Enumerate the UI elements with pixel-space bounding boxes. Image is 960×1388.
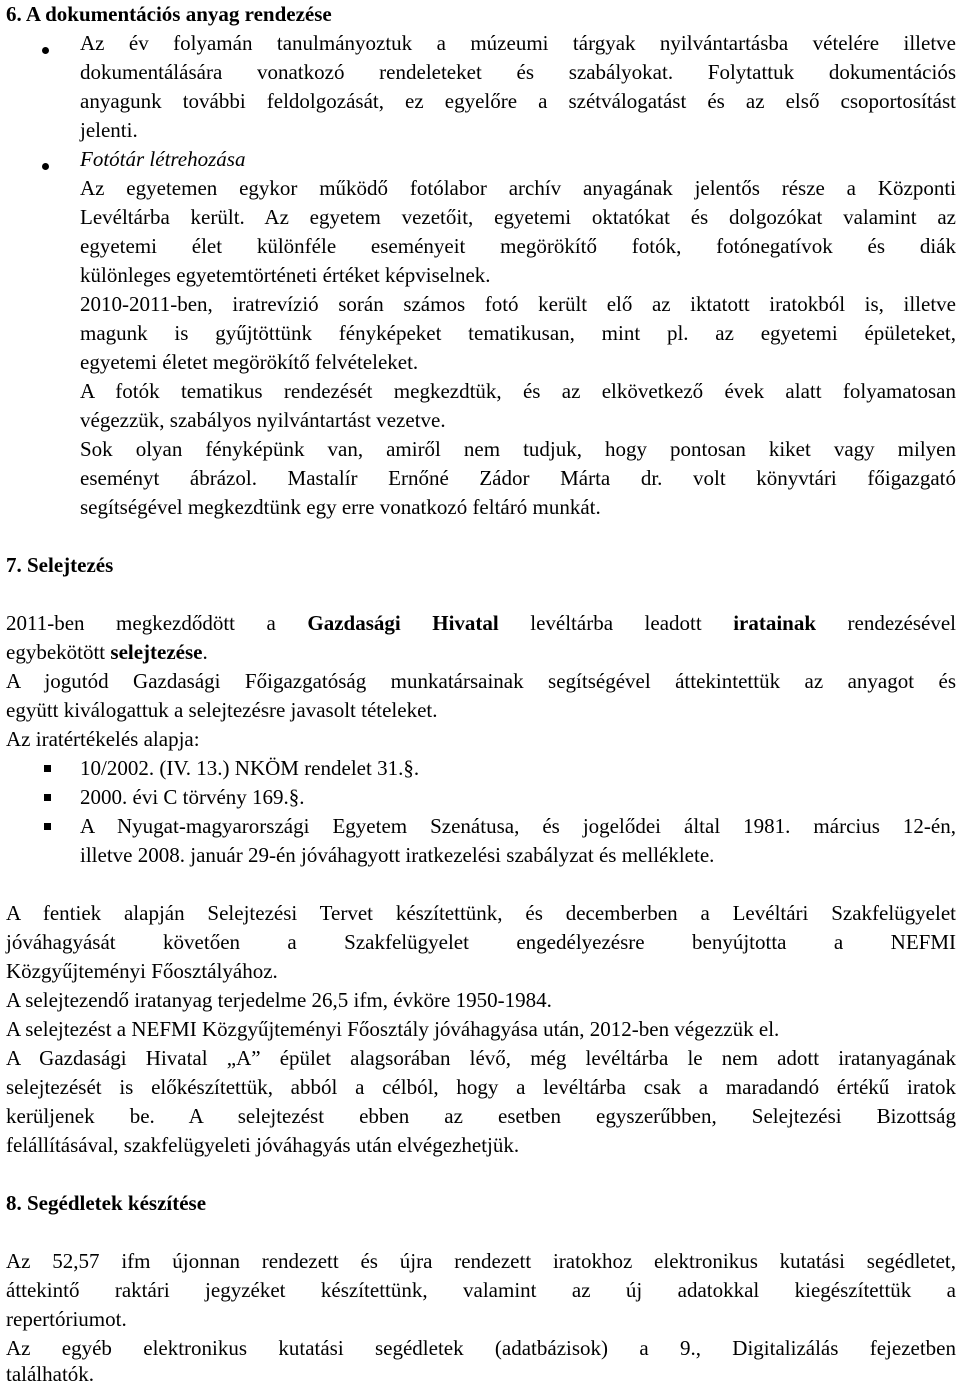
paragraph-line: Közgyűjteményi Főosztályához. bbox=[6, 959, 278, 983]
list-item: 10/2002. (IV. 13.) NKÖM rendelet 31.§. bbox=[80, 756, 420, 780]
paragraph-line: Az egyetemen egykor működő fotólabor archív anyagának jelentős része a Központi bbox=[80, 176, 956, 200]
paragraph-line: A selejtezendő iratanyag terjedelme 26,5 ifm, évköre 1950-1984. bbox=[6, 988, 552, 1012]
basis-label: Az iratértékelés alapja: bbox=[6, 727, 200, 751]
paragraph-line: magunk is gyűjtöttünk fényképeket tematikusan, mint pl. az egyetemi épületeket, bbox=[80, 321, 956, 345]
paragraph-line: találhatók. bbox=[6, 1362, 95, 1386]
paragraph-line: eseményt ábrázol. Mastalír Ernőné Zádor Márta dr. volt könyvtári főigazgató bbox=[80, 466, 956, 490]
paragraph-line: segítségével megkezdtünk egy erre vonatkozó feltáró munkát. bbox=[80, 495, 601, 519]
paragraph-line: felállításával, szakfelügyeleti jóváhagyás után elvégezhetjük. bbox=[6, 1133, 520, 1157]
paragraph-line: A Gazdasági Hivatal „A” épület alagsorában lévő, még levéltárba le nem adott iratanyagának bbox=[6, 1046, 956, 1070]
paragraph-line: dokumentálására vonatkozó rendeleteket és szabályokat. Folytattuk dokumentációs bbox=[80, 60, 956, 84]
paragraph-line: A fotók tematikus rendezését megkezdtük, és az elkövetkező évek alatt folyamatosan bbox=[80, 379, 956, 403]
paragraph-line: különleges egyetemtörténeti értéket képviselnek. bbox=[80, 263, 491, 287]
bullet-icon bbox=[42, 163, 49, 170]
section-6-heading: 6. A dokumentációs anyag rendezése bbox=[6, 2, 332, 26]
paragraph-line: jóváhagyását követően a Szakfelügyelet engedélyezésre benyújtotta a NEFMI bbox=[6, 930, 956, 954]
paragraph-line: együtt kiválogattuk a selejtezésre javasolt tételeket. bbox=[6, 698, 438, 722]
paragraph-line: A fentiek alapján Selejtezési Tervet készítettünk, és decemberben a Levéltári Szakfelügyelet bbox=[6, 901, 956, 925]
square-bullet-icon bbox=[44, 823, 51, 830]
paragraph-line: egybekötött selejtezése. bbox=[6, 640, 208, 664]
paragraph-line: repertóriumot. bbox=[6, 1307, 127, 1331]
paragraph-line: kerüljenek be. A selejtezést ebben az esetben egyszerűbben, Selejtezési Bizottság bbox=[6, 1104, 956, 1128]
paragraph-line: Az 52,57 ifm újonnan rendezett és újra rendezett iratokhoz elektronikus kutatási segédletet, bbox=[6, 1249, 956, 1273]
square-bullet-icon bbox=[44, 794, 51, 801]
section-8-heading: 8. Segédletek készítése bbox=[6, 1191, 207, 1215]
paragraph-line: egyetemi életet megörökítő felvételeket. bbox=[80, 350, 419, 374]
paragraph-line: Sok olyan fényképünk van, amiről nem tudjuk, hogy pontosan kiket vagy milyen bbox=[80, 437, 956, 461]
paragraph-line: Az egyéb elektronikus kutatási segédletek (adatbázisok) a 9., Digitalizálás fejezetben bbox=[6, 1336, 956, 1360]
paragraph-line: Az év folyamán tanulmányoztuk a múzeumi tárgyak nyilvántartásba vételére illetve bbox=[80, 31, 956, 55]
fototar-subheading: Fotótár létrehozása bbox=[80, 147, 246, 171]
paragraph-line: A jogutód Gazdasági Főigazgatóság munkatársainak segítségével áttekintettük az anyagot és bbox=[6, 669, 956, 693]
paragraph-line: jelenti. bbox=[80, 118, 138, 142]
paragraph-line: 2010-2011-ben, iratrevízió során számos fotó került elő az iktatott iratokból is, illetve bbox=[80, 292, 956, 316]
paragraph-line: A selejtezést a NEFMI Közgyűjteményi Főosztály jóváhagyása után, 2012-ben végezzük el. bbox=[6, 1017, 780, 1041]
paragraph-line: Levéltárba került. Az egyetem vezetőit, egyetemi oktatókat és dolgozókat valamint az bbox=[80, 205, 956, 229]
list-item: A Nyugat-magyarországi Egyetem Szenátusa, és jogelődei által 1981. március 12-én, bbox=[80, 814, 956, 838]
paragraph-line: 2011-ben megkezdődött a Gazdasági Hivatal levéltárba leadott iratainak rendezésével bbox=[6, 611, 956, 635]
list-item-continuation: illetve 2008. január 29-én jóváhagyott iratkezelési szabályzat és melléklete. bbox=[80, 843, 715, 867]
paragraph-line: selejtezését is előkészítettük, abból a célból, hogy a levéltárba csak a maradandó értékű iratok bbox=[6, 1075, 956, 1099]
paragraph-line: anyagunk további feldolgozását, ez egyelőre a szétválogatást és az első csoportosítást bbox=[80, 89, 956, 113]
list-item: 2000. évi C törvény 169.§. bbox=[80, 785, 305, 809]
paragraph-line: végezzük, szabályos nyilvántartást vezetve. bbox=[80, 408, 446, 432]
paragraph-line: egyetemi élet különféle eseményeit megörökítő fotók, fotónegatívok és diák bbox=[80, 234, 956, 258]
square-bullet-icon bbox=[44, 765, 51, 772]
paragraph-line: áttekintő raktári jegyzéket készítettünk, valamint az új adatokkal kiegészítettük a bbox=[6, 1278, 956, 1302]
section-7-heading: 7. Selejtezés bbox=[6, 553, 114, 577]
bullet-icon bbox=[42, 47, 49, 54]
